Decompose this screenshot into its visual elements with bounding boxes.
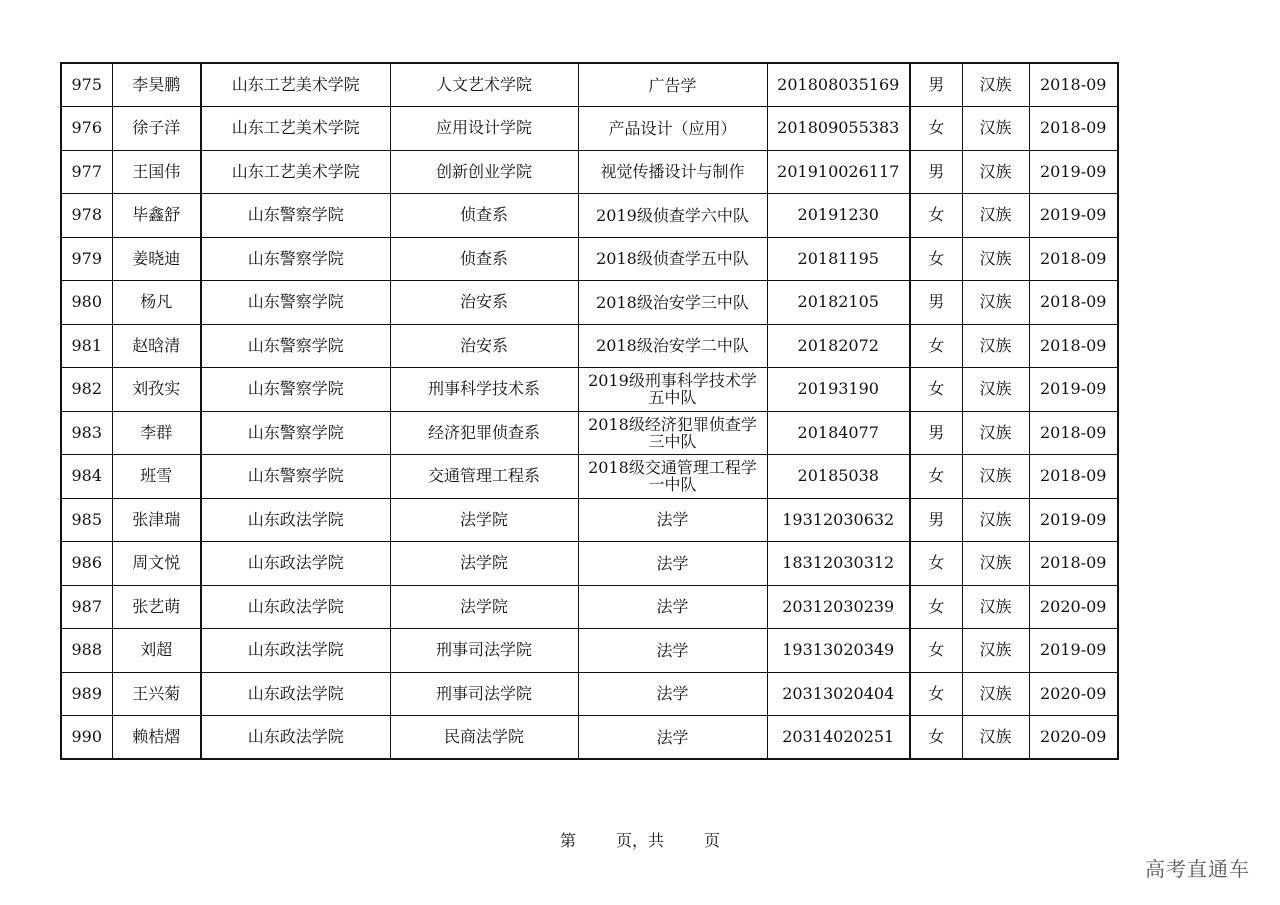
ethnicity-cell: 汉族 [962, 672, 1029, 716]
major-or-class-cell: 产品设计（应用） [578, 107, 767, 151]
row-number-cell: 978 [61, 194, 112, 238]
student-id-cell: 20184077 [767, 411, 910, 455]
student-name-cell: 班雪 [112, 455, 201, 499]
gender-cell: 女 [910, 455, 962, 499]
footer-page-suffix: 页 [704, 831, 721, 850]
gender-cell: 女 [910, 107, 962, 151]
enrollment-date-cell: 2020-09 [1029, 585, 1118, 629]
enrollment-date-cell: 2018-09 [1029, 107, 1118, 151]
student-id-cell: 20191230 [767, 194, 910, 238]
row-number-cell: 987 [61, 585, 112, 629]
ethnicity-cell: 汉族 [962, 150, 1029, 194]
student-name-cell: 张艺萌 [112, 585, 201, 629]
major-or-class-cell: 视觉传播设计与制作 [578, 150, 767, 194]
department-cell: 经济犯罪侦查系 [390, 411, 578, 455]
table-row [61, 542, 1118, 586]
watermark-text: 高考直通车 [1145, 857, 1250, 881]
gender-cell: 女 [910, 324, 962, 368]
table-row [61, 411, 1118, 455]
student-name-cell: 张津瑞 [112, 498, 201, 542]
department-cell: 侦查系 [390, 194, 578, 238]
department-cell: 民商法学院 [390, 716, 578, 760]
major-or-class-cell: 法学 [578, 672, 767, 716]
table-row [61, 281, 1118, 325]
enrollment-date-cell: 2018-09 [1029, 281, 1118, 325]
ethnicity-cell: 汉族 [962, 368, 1029, 412]
school-cell: 山东政法学院 [201, 498, 390, 542]
row-number-cell: 983 [61, 411, 112, 455]
ethnicity-cell: 汉族 [962, 411, 1029, 455]
major-or-class-cell: 法学 [578, 629, 767, 673]
table-row [61, 107, 1118, 151]
row-number-cell: 990 [61, 716, 112, 760]
row-number-cell: 982 [61, 368, 112, 412]
major-or-class-cell: 2018级交通管理工程学一中队 [578, 455, 767, 499]
ethnicity-cell: 汉族 [962, 542, 1029, 586]
student-name-cell: 王国伟 [112, 150, 201, 194]
gender-cell: 女 [910, 716, 962, 760]
department-cell: 刑事司法学院 [390, 672, 578, 716]
student-name-cell: 周文悦 [112, 542, 201, 586]
table-row [61, 716, 1118, 760]
major-or-class-cell: 法学 [578, 716, 767, 760]
school-cell: 山东政法学院 [201, 629, 390, 673]
school-cell: 山东政法学院 [201, 542, 390, 586]
gender-cell: 女 [910, 629, 962, 673]
page-footer [0, 828, 1280, 851]
student-id-cell: 201910026117 [767, 150, 910, 194]
enrollment-date-cell: 2019-09 [1029, 150, 1118, 194]
school-cell: 山东政法学院 [201, 585, 390, 629]
school-cell: 山东警察学院 [201, 411, 390, 455]
department-cell: 应用设计学院 [390, 107, 578, 151]
roster-body [61, 63, 1118, 759]
school-cell: 山东政法学院 [201, 716, 390, 760]
student-name-cell: 徐子洋 [112, 107, 201, 151]
table-row [61, 455, 1118, 499]
table-row [61, 672, 1118, 716]
enrollment-date-cell: 2019-09 [1029, 498, 1118, 542]
enrollment-date-cell: 2019-09 [1029, 629, 1118, 673]
footer-page-label: 第 [559, 831, 576, 850]
major-or-class-cell: 2018级治安学三中队 [578, 281, 767, 325]
student-id-cell: 201809055383 [767, 107, 910, 151]
ethnicity-cell: 汉族 [962, 716, 1029, 760]
department-cell: 法学院 [390, 498, 578, 542]
student-name-cell: 王兴菊 [112, 672, 201, 716]
gender-cell: 男 [910, 150, 962, 194]
student-id-cell: 18312030312 [767, 542, 910, 586]
department-cell: 人文艺术学院 [390, 63, 578, 107]
gender-cell: 男 [910, 281, 962, 325]
student-name-cell: 刘孜实 [112, 368, 201, 412]
major-or-class-cell: 法学 [578, 585, 767, 629]
row-number-cell: 981 [61, 324, 112, 368]
major-or-class-cell: 2018级经济犯罪侦查学三中队 [578, 411, 767, 455]
gender-cell: 男 [910, 498, 962, 542]
table-row [61, 150, 1118, 194]
student-id-cell: 19313020349 [767, 629, 910, 673]
student-id-cell: 20182072 [767, 324, 910, 368]
major-or-class-cell: 法学 [578, 498, 767, 542]
student-id-cell: 20185038 [767, 455, 910, 499]
student-name-cell: 刘超 [112, 629, 201, 673]
row-number-cell: 979 [61, 237, 112, 281]
gender-cell: 女 [910, 194, 962, 238]
student-id-cell: 20182105 [767, 281, 910, 325]
gender-cell: 女 [910, 237, 962, 281]
gender-cell: 女 [910, 585, 962, 629]
gender-cell: 女 [910, 368, 962, 412]
enrollment-date-cell: 2018-09 [1029, 237, 1118, 281]
student-name-cell: 毕鑫舒 [112, 194, 201, 238]
ethnicity-cell: 汉族 [962, 237, 1029, 281]
row-number-cell: 984 [61, 455, 112, 499]
enrollment-date-cell: 2020-09 [1029, 672, 1118, 716]
major-or-class-cell: 法学 [578, 542, 767, 586]
major-or-class-cell: 广告学 [578, 63, 767, 107]
ethnicity-cell: 汉族 [962, 455, 1029, 499]
row-number-cell: 989 [61, 672, 112, 716]
major-or-class-cell: 2019级刑事科学技术学五中队 [578, 368, 767, 412]
school-cell: 山东工艺美术学院 [201, 63, 390, 107]
row-number-cell: 988 [61, 629, 112, 673]
school-cell: 山东工艺美术学院 [201, 150, 390, 194]
table-row [61, 63, 1118, 107]
table-row [61, 629, 1118, 673]
department-cell: 刑事司法学院 [390, 629, 578, 673]
department-cell: 侦查系 [390, 237, 578, 281]
enrollment-date-cell: 2018-09 [1029, 63, 1118, 107]
student-id-cell: 20313020404 [767, 672, 910, 716]
gender-cell: 男 [910, 411, 962, 455]
ethnicity-cell: 汉族 [962, 629, 1029, 673]
school-cell: 山东警察学院 [201, 368, 390, 412]
student-name-cell: 李昊鹏 [112, 63, 201, 107]
ethnicity-cell: 汉族 [962, 281, 1029, 325]
ethnicity-cell: 汉族 [962, 498, 1029, 542]
ethnicity-cell: 汉族 [962, 107, 1029, 151]
major-or-class-cell: 2018级治安学二中队 [578, 324, 767, 368]
student-id-cell: 20181195 [767, 237, 910, 281]
department-cell: 创新创业学院 [390, 150, 578, 194]
ethnicity-cell: 汉族 [962, 324, 1029, 368]
school-cell: 山东警察学院 [201, 237, 390, 281]
row-number-cell: 985 [61, 498, 112, 542]
gender-cell: 男 [910, 63, 962, 107]
row-number-cell: 986 [61, 542, 112, 586]
enrollment-date-cell: 2019-09 [1029, 194, 1118, 238]
school-cell: 山东政法学院 [201, 672, 390, 716]
enrollment-date-cell: 2018-09 [1029, 411, 1118, 455]
department-cell: 法学院 [390, 542, 578, 586]
ethnicity-cell: 汉族 [962, 585, 1029, 629]
school-cell: 山东警察学院 [201, 281, 390, 325]
enrollment-date-cell: 2018-09 [1029, 455, 1118, 499]
student-name-cell: 赖桔熠 [112, 716, 201, 760]
school-cell: 山东工艺美术学院 [201, 107, 390, 151]
ethnicity-cell: 汉族 [962, 194, 1029, 238]
enrollment-date-cell: 2020-09 [1029, 716, 1118, 760]
row-number-cell: 977 [61, 150, 112, 194]
major-or-class-cell: 2018级侦查学五中队 [578, 237, 767, 281]
row-number-cell: 975 [61, 63, 112, 107]
student-id-cell: 20312030239 [767, 585, 910, 629]
table-row [61, 585, 1118, 629]
enrollment-date-cell: 2018-09 [1029, 324, 1118, 368]
enrollment-date-cell: 2018-09 [1029, 542, 1118, 586]
table-row [61, 194, 1118, 238]
student-name-cell: 李群 [112, 411, 201, 455]
gender-cell: 女 [910, 542, 962, 586]
school-cell: 山东警察学院 [201, 324, 390, 368]
footer-total-label: 页，共 [615, 831, 664, 850]
student-name-cell: 杨凡 [112, 281, 201, 325]
student-roster-table [60, 62, 1119, 760]
ethnicity-cell: 汉族 [962, 63, 1029, 107]
table-row [61, 368, 1118, 412]
student-id-cell: 201808035169 [767, 63, 910, 107]
major-or-class-cell: 2019级侦查学六中队 [578, 194, 767, 238]
table-row [61, 237, 1118, 281]
department-cell: 刑事科学技术系 [390, 368, 578, 412]
enrollment-date-cell: 2019-09 [1029, 368, 1118, 412]
table-row [61, 498, 1118, 542]
table-row [61, 324, 1118, 368]
student-id-cell: 20193190 [767, 368, 910, 412]
department-cell: 交通管理工程系 [390, 455, 578, 499]
department-cell: 法学院 [390, 585, 578, 629]
student-name-cell: 姜晓迪 [112, 237, 201, 281]
school-cell: 山东警察学院 [201, 455, 390, 499]
row-number-cell: 976 [61, 107, 112, 151]
gender-cell: 女 [910, 672, 962, 716]
row-number-cell: 980 [61, 281, 112, 325]
department-cell: 治安系 [390, 324, 578, 368]
student-id-cell: 19312030632 [767, 498, 910, 542]
school-cell: 山东警察学院 [201, 194, 390, 238]
department-cell: 治安系 [390, 281, 578, 325]
student-id-cell: 20314020251 [767, 716, 910, 760]
student-name-cell: 赵晗清 [112, 324, 201, 368]
